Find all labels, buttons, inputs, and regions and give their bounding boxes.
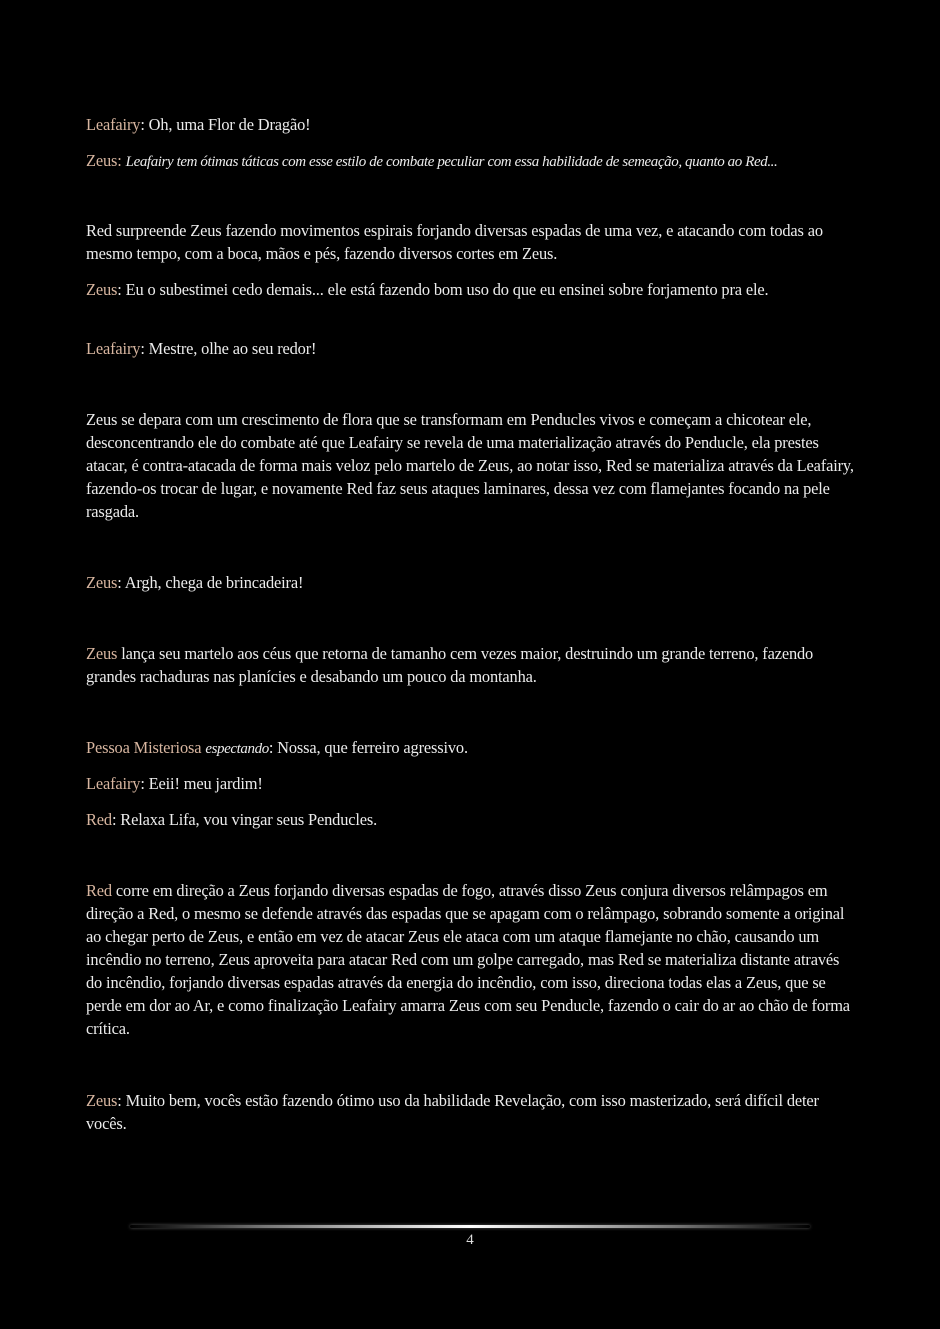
dialogue-line — [86, 337, 858, 360]
dialogue-text-italic: Leafairy tem ótimas táticas com esse estilo de combate peculiar com essa habilidade de semeação, quanto ao Red... — [125, 154, 778, 170]
dialogue-line — [86, 149, 858, 174]
narration-paragraph — [86, 408, 858, 523]
separator: : — [117, 280, 122, 299]
speaker-name: Leafairy — [86, 774, 141, 793]
narration-text: lança seu martelo aos céus que retorna de tamanho cem vezes maior, destruindo um grande terreno, fazendo grandes rachaduras nas planícies e desabando um pouco da montanha. — [86, 644, 814, 686]
speaker-name: Red — [86, 881, 112, 900]
narration-text: Zeus se depara com um crescimento de flora que se transformam em Penducles vivos e começam a chicotear ele, desconcentrando ele do combate até que Leafairy se revela de uma materialização através do Penducle, ela prestes atacar, é contra-atacada de forma mais veloz pelo martelo de Zeus, ao notar isso, Red se materializa através da Leafairy, fazendo-os trocar de lugar, e novamente Red faz seus ataques laminares, dessa vez com flamejantes focando na pele rasgada. — [86, 410, 854, 521]
narration-paragraph — [86, 642, 858, 688]
separator: : — [140, 115, 145, 134]
narration-text: Red surpreende Zeus fazendo movimentos espirais forjando diversas espadas de uma vez, e atacando com todas ao mesmo tempo, com a boca, mãos e pés, fazendo diversos cortes em Zeus. — [86, 221, 823, 263]
separator: : — [117, 573, 122, 592]
separator: : — [140, 339, 145, 358]
separator: : — [111, 810, 117, 829]
dialogue-text: Eeii! meu jardim! — [144, 774, 263, 793]
narration-text: corre em direção a Zeus forjando diversas espadas de fogo, através disso Zeus conjura diversos relâmpagos em direção a Red, o mesmo se defende através das espadas que se apagam com o relâmpago, sobrando somente a original ao chegar perto de Zeus, e então em vez de atacar Zeus ele ataca com um ataque flamejante no chão, causando um incêndio no terreno, Zeus aproveita para atacar Red com um golpe carregado, mas Red se materializa distante através do incêndio, forjando diversas espadas através da energia do incêndio, com isso, direciona todas elas a Zeus, que se perde em dor ao Ar, e como finalização Leafairy amarra Zeus com seu Penducle, fazendo o cair do ar ao chão de forma crítica. — [86, 881, 850, 1038]
dialogue-text: Oh, uma Flor de Dragão! — [144, 115, 311, 134]
speaker-name: Zeus — [86, 280, 118, 299]
speaker-name: Zeus — [86, 151, 118, 170]
dialogue-line — [86, 808, 858, 831]
speaker-action: espectando — [205, 741, 269, 757]
separator: : — [117, 151, 126, 170]
dialogue-text: Argh, chega de brincadeira! — [121, 573, 304, 592]
footer-divider — [130, 1225, 810, 1228]
dialogue-line — [86, 736, 858, 761]
speaker-name: Zeus — [86, 644, 118, 663]
dialogue-text: Muito bem, vocês estão fazendo ótimo uso da habilidade Revelação, com isso masterizado, será difícil deter vocês. — [86, 1091, 819, 1133]
speaker-name: Pessoa Misteriosa — [86, 738, 202, 757]
dialogue-text: Eu o subestimei cedo demais... ele está fazendo bom uso do que eu ensinei sobre forjamento pra ele. — [121, 280, 769, 299]
narration-paragraph — [86, 219, 858, 265]
speaker-name: Leafairy — [86, 339, 141, 358]
dialogue-text: : Nossa, que ferreiro agressivo. — [268, 738, 468, 757]
dialogue-line — [86, 1089, 858, 1135]
speaker-name: Zeus — [86, 1091, 118, 1110]
dialogue-line — [86, 772, 858, 795]
speaker-name: Red — [86, 810, 112, 829]
dialogue-line — [86, 571, 858, 594]
dialogue-line — [86, 278, 858, 301]
page-number: 4 — [466, 1232, 474, 1248]
dialogue-text: Mestre, olhe ao seu redor! — [144, 339, 317, 358]
dialogue-text: Relaxa Lifa, vou vingar seus Penducles. — [116, 810, 378, 829]
separator: : — [117, 1091, 122, 1110]
speaker-name: Leafairy — [86, 115, 141, 134]
separator: : — [140, 774, 145, 793]
narration-paragraph — [86, 879, 858, 1040]
speaker-name: Zeus — [86, 573, 118, 592]
dialogue-line — [86, 113, 858, 136]
